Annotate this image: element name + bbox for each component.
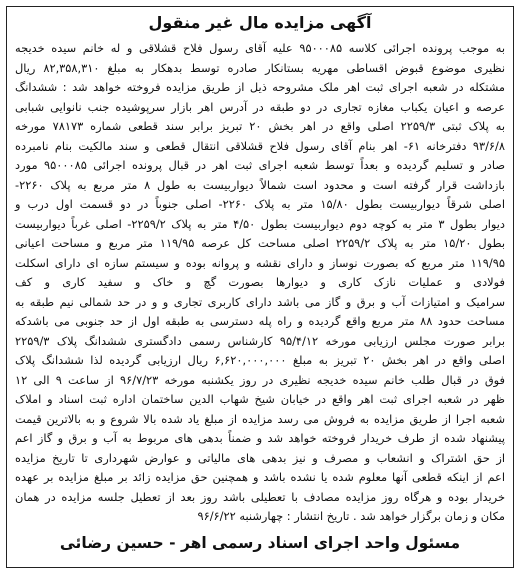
body-line: ۹۳/۶/۸ دفترخانه ۶۱- اهر بنام آقای رسول فلاح قشلاقی انتقال قطعی و سند مالکیت بنام نامبرده [15, 138, 505, 153]
notice-title: آگهی مزایده مال غیر منقول [148, 13, 372, 32]
signature: مسئول واحد اجرای اسناد رسمی اهر - حسین رضائی [59, 534, 461, 552]
body-line: خریدار بوده و هرگاه روز مزایده مصادف با تعطیلی باشد روز بعد از تعطیل جلسه مزایده در همان [15, 489, 505, 504]
body-line: سرامیک و امتیازات آب و برق و گاز می باشد دارای کاربری تجاری و و در حد شمالی نیم طبقه به [15, 294, 505, 309]
body-line-publication-date: مکان و زمان برگزار خواهد شد . تاریخ انتشار : چهارشنبه ۹۶/۶/۲۲ [197, 509, 505, 523]
body-line: فولادی و عملیات نازک کاری و دیوارها بصورت گچ و خاک و سفید کاری و کف [15, 275, 505, 289]
body-line: برابر صورت مجلس ارزیابی مورخه ۹۵/۴/۱۲ کارشناس رسمی دادگستری ششدانگ پلاک ۲۲۵۹/۳ [15, 333, 505, 348]
body-line: از حق اشتراک و انشعاب و مصرف و نیز بدهی های مالیاتی و عوارض شهرداری تا تاریخ مزایده [15, 450, 505, 465]
body-line: صادر و تسلیم گردیده و بعداً توسط شعبه اجرای ثبت اهر در قبال پرونده اجرائی ۹۵۰۰۰۸۵ مورد [15, 158, 505, 172]
body-line: به پلاک ثبتی ۲۲۵۹/۳ اصلی واقع در اهر بخش ۲۰ تبریز برابر سند قطعی شماره ۷۸۱۷۳ مورخه [15, 119, 505, 133]
body-line: مشتکله در شعبه اجرای ثبت اهر ملک مشروحه ذیل از طریق مزایده فروخته خواهد شد : ششدانگ [15, 80, 505, 94]
body-line: اصلی شرقاً دیواربیست بطول ۱۵/۸۰ متر به پلاک ۲۲۶۰- اصلی جنوباً در دو قسمت اول درب و [15, 197, 505, 211]
body-line: اصلی واقع در اهر بخش ۲۰ تبریز به مبلغ ۶,۶۲۰,۰۰۰,۰۰۰ ریال ارزیابی گردیده لذا ششدانگ پلاک [15, 353, 505, 367]
auction-notice [6, 6, 514, 568]
body-line: اعم از اینکه قطعی آنها معلوم شده یا نشده باشد و همچنین حق مزایده زائد بر مبلغ مزایده بر عهده [15, 470, 505, 484]
body-line: عرصه و اعیان یکباب مغازه تجاری در دو طبقه در آدرس اهر بازار سرپوشیده جنب نانوایی شبابی [15, 99, 505, 114]
body-line: بطول ۱۵/۲۰ متر به پلاک ۲۲۵۹/۲ اصلی مساحت کل عرصه ۱۱۹/۹۵ متر مربع و مساحت اعیانی [15, 236, 506, 250]
body-line: ظهر در شعبه اجرای ثبت اهر واقع در خیابان شیخ شهاب الدین ساختمان اداره ثبت اسناد و املاک [15, 392, 505, 406]
body-line: ۱۱۹/۹۵ متر مربع که بصورت نوساز و دارای نقشه و پروانه بوده و سیستم سازه ای دارای اسکلت [15, 255, 505, 270]
body-line: بازداشت قرار گرفته است و محدود است شمالاً دیواربیست به طول ۸ متر مربع به پلاک ۲۲۶۰- [15, 177, 505, 192]
body-line: به موجب پرونده اجرائی کلاسه ۹۵۰۰۰۸۵ علیه آقای رسول فلاح قشلاقی و له خانم سیده خدیجه [15, 41, 505, 55]
body-line: شعبه اجرا از طریق مزایده به فروش می رسد مزایده از مبلغ یاد شده بالا شروع و به بالاترین قیمت [15, 411, 505, 426]
body-line: نظیری موضوع قبوض اقساطی مهریه بستانکار صادره توسط بدهکار به مبلغ ۸۲,۳۵۸,۳۱۰ ریال [15, 60, 505, 75]
body-line: پیشنهاد شده از طرف خریدار فروخته خواهد شد و ضمناً بدهی های مربوط به آب و برق و گاز اعم [15, 431, 505, 445]
body-line: دیوار بطول ۳ متر به کوچه دوم دیواربیست بطول ۴/۵۰ متر به پلاک ۲۲۵۹/۲- اصلی غرباً دیواربیست [15, 216, 506, 231]
notice-body [15, 39, 506, 523]
body-line: مساحت حدود ۸۸ متر مربع واقع گردیده و راه پله دسترسی به طبقه اول از حد جنوبی می باشدکه [15, 314, 505, 328]
body-line: فوق در قبال طلب خانم سیده خدیجه نظیری در روز یکشنبه مورخه ۹۶/۷/۲۳ از ساعت ۹ الی ۱۲ [15, 372, 505, 387]
